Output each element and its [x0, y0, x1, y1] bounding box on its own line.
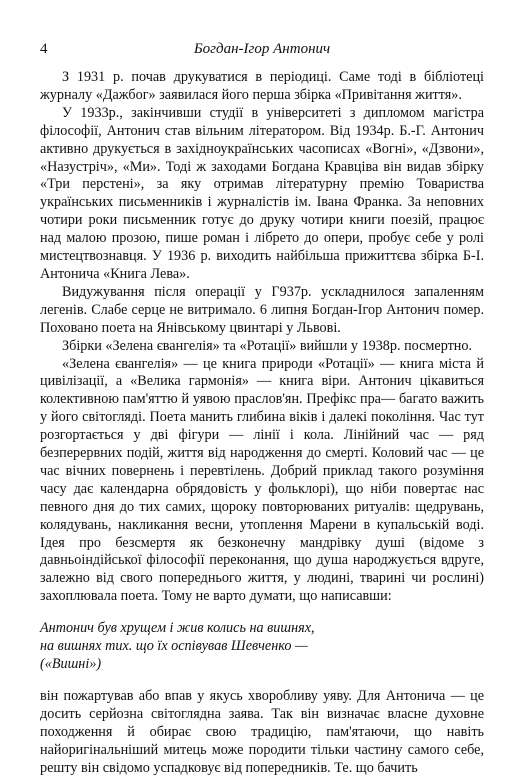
running-title: Богдан-Ігор Антонич	[193, 41, 331, 57]
page-number: 4	[40, 41, 48, 57]
verse-line: Антонич був хрущем і жив колись на вишнях,	[40, 620, 315, 637]
verse-source: («Вишні»)	[40, 656, 102, 672]
paragraph: «Зелена євангелія» — це книга природи «Ротації» — книга міста й цивілізації, а «Велика гармонія» — книга віри. Антонич цікавиться колективною пам'яттю й уявою праслов'ян. Префікс пра— багато важить у його світогляді. Поета манить глибина віків і далекі покоління. Час тут розгортається у дві фігури — лінії і кола. Лінійний час — ряд безперервних подій, життя від народження до смерті. Коловий час — це час вічних повернень і перевтілень. Добрий приклад такого розуміння часу дає календарна обрядовість у фольклорі), що ніби повертає нас певного дня до тих самих, щороку повторюваних ритуалів: щедрувань, колядувань, накликання весни, утоплення Марени в купальській воді. Ідея про безсмертя як безконечну мандрівку душі (відоме з давньоіндійської філософії переконання, що душа народжується вдруге, залежно від свого попереднього життя, у людині, тварині чи рослині) захоплювала поета. Тому не варто думати, що написавши:	[40, 355, 484, 605]
paragraph: Видужування після операції у Г937р. ускладнилося запаленням легенів. Слабе серце не витримало. 6 липня Богдан-Ігор Антонич помер. Поховано поета на Янівському цвинтарі у Львові.	[40, 283, 484, 336]
body-text	[40, 69, 484, 777]
paragraph: У 1933р., закінчивши студії в університеті з дипломом магістра філософії, Антонич став вільним літератором. Від 1934р. Б.-Г. Антонич активно друкується в західноукраїнських часописах «Вогні», «Дзвони», «Назустріч», «Ми». Тоді ж заходами Богдана Кравціва він видав збірку «Три перстені», за яку отримав літературну премію Товариства українських письменників і журналістів ім. Івана Франка. За неповних чотири роки письменник готує до друку чотири книги поезій, працює над малою прозою, пише роман і лібрето до опери, пробує себе у ролі мистецтвознавця. У 1936 р. виходить найбільша прижиттєва збірка Б-І. Антонича «Книга Лева».	[40, 104, 484, 282]
page-header	[40, 41, 484, 61]
paragraph: він пожартував або впав у якусь хворобливу уяву. Для Антонича — це досить серйозна світоглядна заява. Так він визначає власне духовне походження й обирає свою традицію, пам'ятаючи, що навіть найоригінальніший митець може породити тільки частину самого себе, решту він свідомо успадковує від попередників. Те. що бачить	[40, 687, 484, 776]
verse-quote	[40, 620, 484, 674]
paragraph: З 1931 р. почав друкуватися в періодиці. Саме тоді в бібліотеці журналу «Дажбог» заявилася його перша збірка «Привітання життя».	[40, 69, 484, 103]
paragraph: Збірки «Зелена євангелія» та «Ротації» вийшли у 1938р. посмертно.	[62, 337, 473, 354]
verse-line: на вишнях тих. що їх оспівував Шевченко —	[40, 638, 308, 655]
